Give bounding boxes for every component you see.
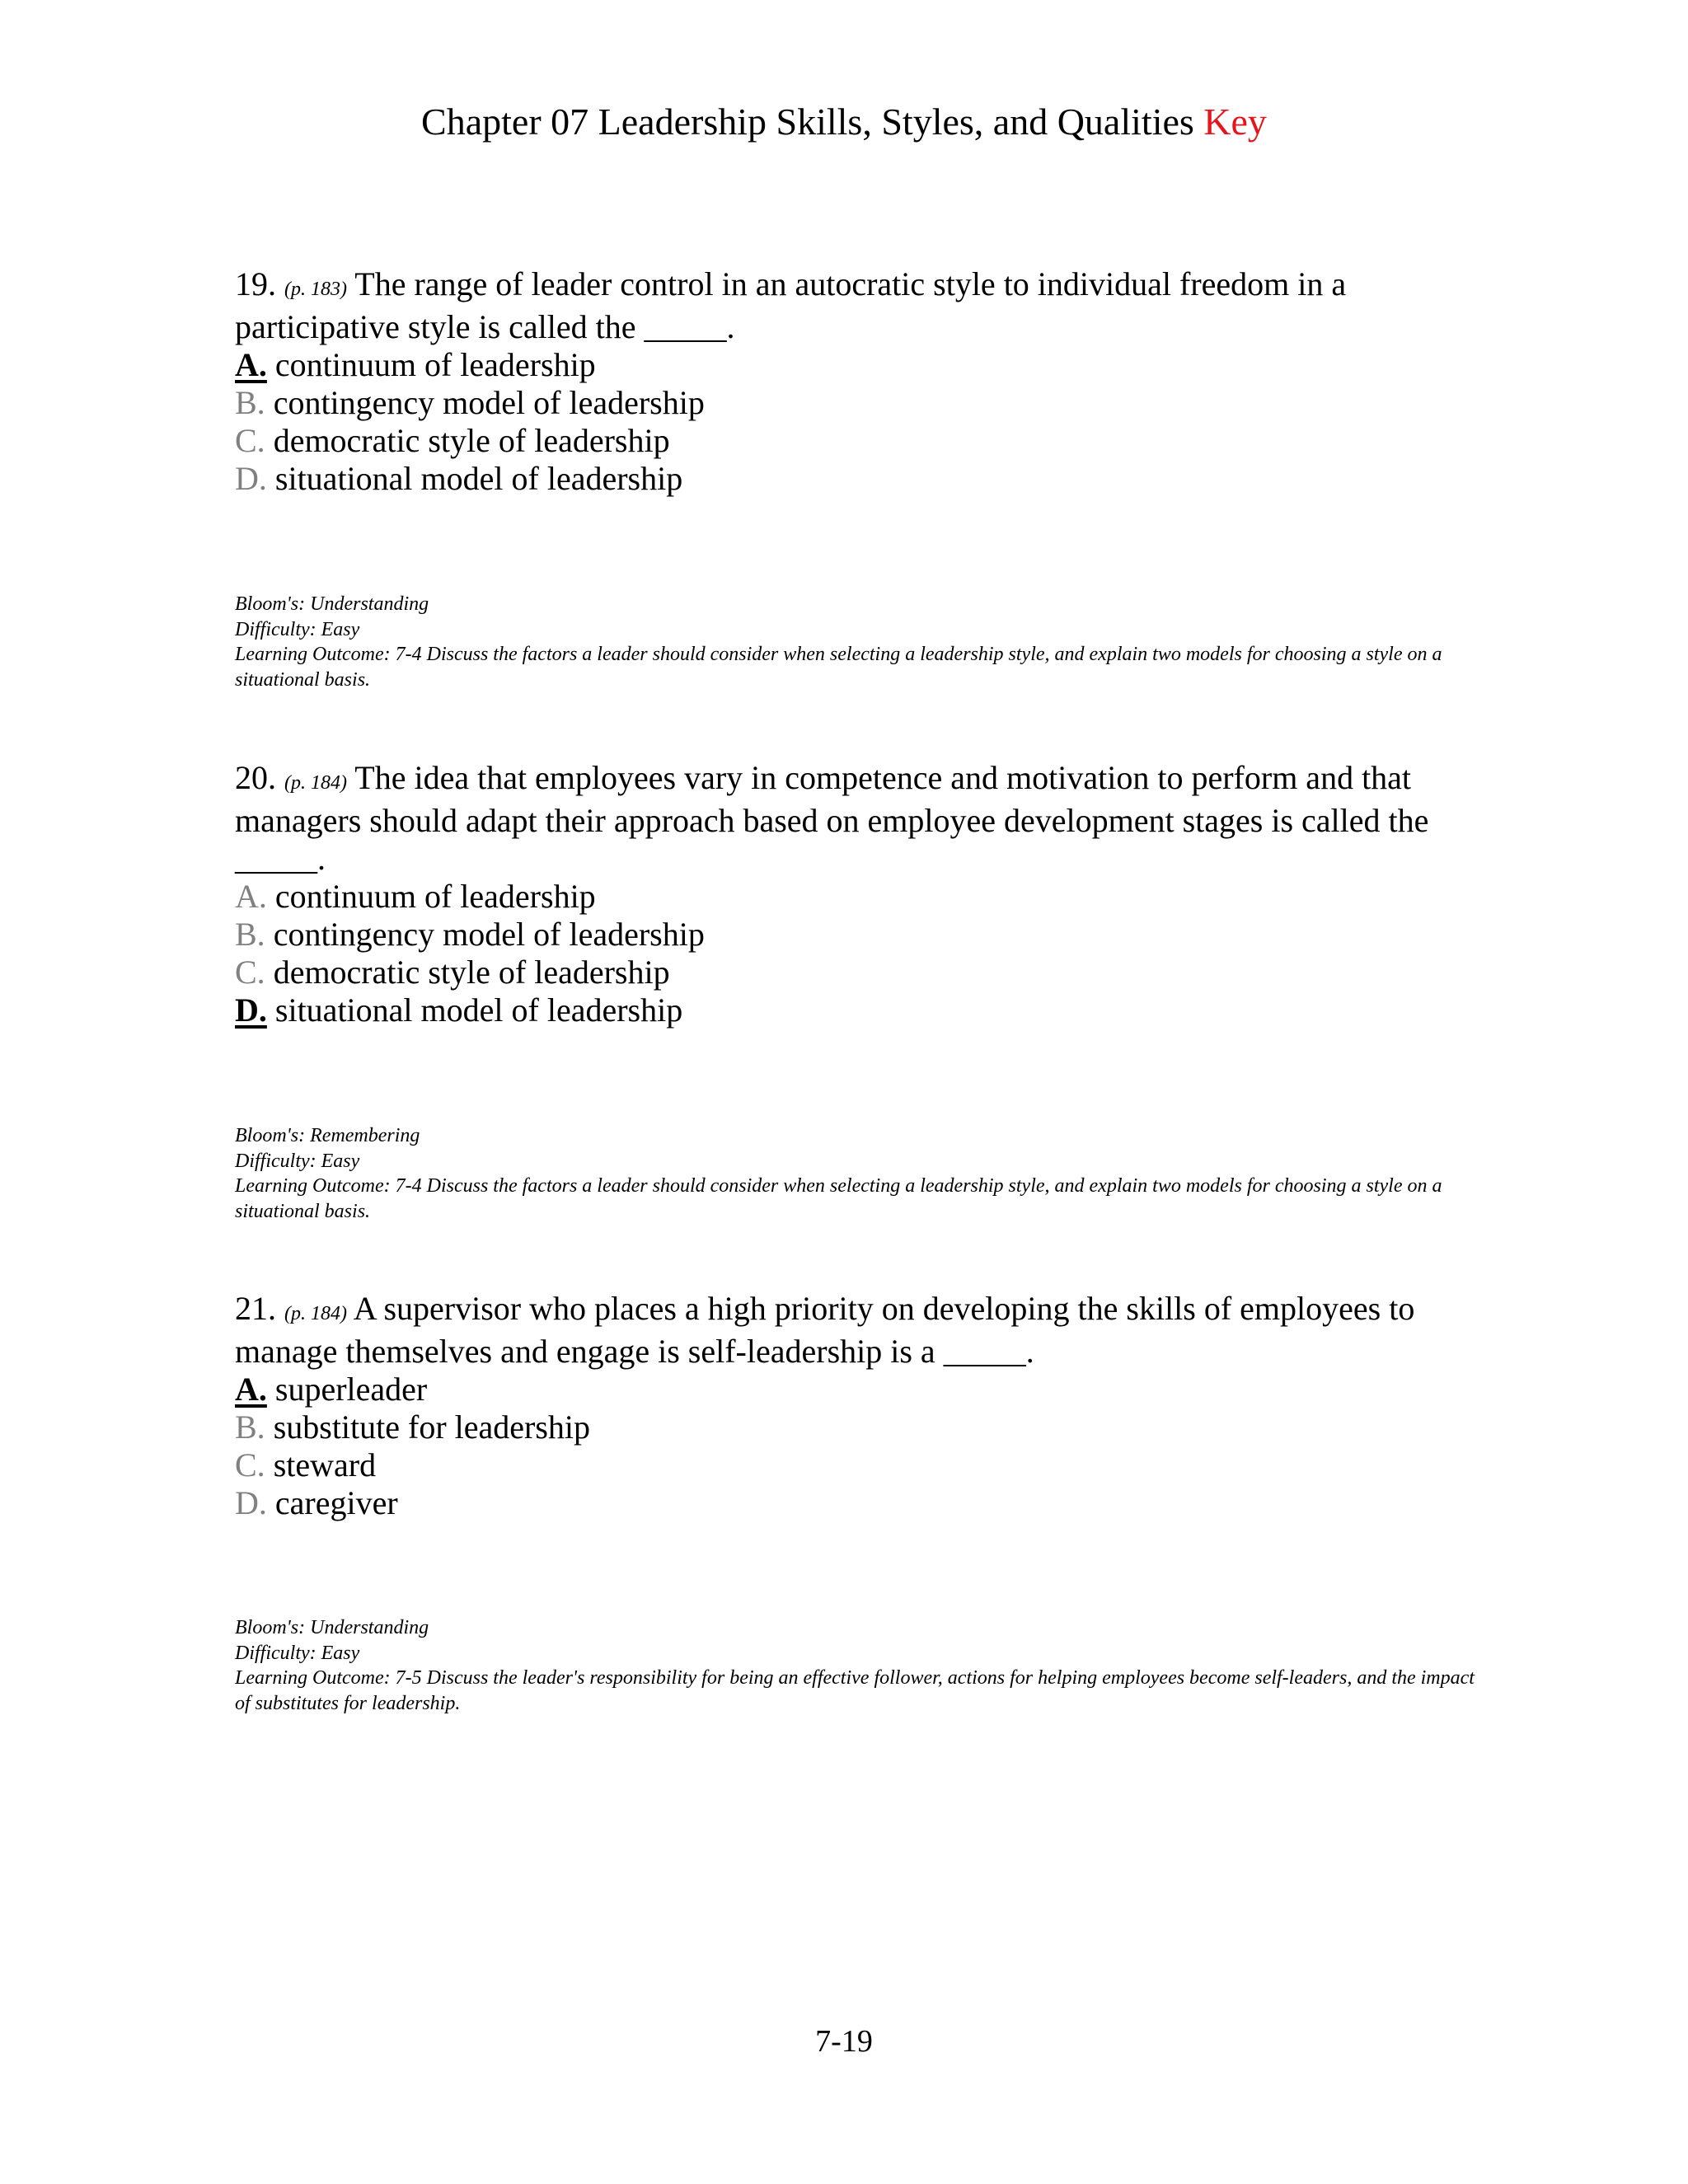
question-21 [235,1290,1471,1522]
question-20-metadata [235,1123,1488,1224]
option-c [235,422,1471,460]
option-letter: A. [235,346,267,383]
blooms-level: Bloom's: Remembering [235,1125,420,1146]
option-a [235,1371,1471,1408]
blooms-level: Bloom's: Understanding [235,1617,429,1638]
answer-options [235,878,1471,1029]
option-letter: C. [235,422,265,459]
option-text: steward [273,1446,377,1483]
option-letter: C. [235,1446,265,1483]
question-19-metadata [235,592,1488,692]
question-stem [235,265,1471,346]
question-19 [235,265,1471,498]
option-d [235,991,1471,1029]
option-text: superleader [274,1371,428,1408]
option-letter: A. [235,1371,267,1408]
answer-options [235,1371,1471,1522]
question-20 [235,759,1471,1029]
question-number: 20. [235,759,276,796]
question-text: The range of leader control in an autocratic style to individual freedom in a participative style is called the _____. [235,265,1347,345]
option-letter: B. [235,916,265,953]
chapter-title: Chapter 07 Leadership Skills, Styles, and Qualities [421,101,1194,143]
difficulty: Difficulty: Easy [235,1642,360,1664]
page-number: 7-19 [815,2024,873,2059]
option-b [235,1408,1471,1446]
page-reference: (p. 183) [284,279,347,300]
option-letter: A. [235,878,267,915]
option-text: substitute for leadership [273,1408,591,1446]
blooms-level: Bloom's: Understanding [235,593,429,615]
option-text: contingency model of leadership [273,916,705,953]
option-text: situational model of leadership [274,991,683,1029]
option-c [235,1446,1471,1484]
option-d [235,1484,1471,1522]
learning-outcome: Learning Outcome: 7-4 Discuss the factors a leader should consider when selecting a leadership style, and explain two models for choosing a style on a situational basis. [235,1175,1442,1222]
option-letter: D. [235,460,267,497]
option-text: contingency model of leadership [273,384,705,421]
option-text: continuum of leadership [274,878,596,915]
page-reference: (p. 184) [284,772,347,794]
option-letter: B. [235,384,265,421]
option-a [235,878,1471,916]
learning-outcome: Learning Outcome: 7-5 Discuss the leader's responsibility for being an effective follower, actions for helping employees become self-leaders, and the impact of substitutes for leadership. [235,1667,1475,1714]
option-d [235,460,1471,498]
page-reference: (p. 184) [284,1303,347,1324]
option-text: situational model of leadership [274,460,683,497]
option-letter: D. [235,991,267,1029]
option-text: continuum of leadership [274,346,596,383]
difficulty: Difficulty: Easy [235,1150,360,1172]
question-stem [235,1290,1471,1371]
question-text: The idea that employees vary in competence and motivation to perform and that managers should adapt their approach based on employee development stages is called the _____. [235,759,1429,877]
question-number: 21. [235,1290,276,1327]
key-label: Key [1203,101,1267,143]
page-title [0,97,1688,147]
option-letter: B. [235,1408,265,1446]
option-c [235,954,1471,991]
question-21-metadata [235,1615,1488,1716]
learning-outcome: Learning Outcome: 7-4 Discuss the factors a leader should consider when selecting a leadership style, and explain two models for choosing a style on a situational basis. [235,644,1442,691]
question-number: 19. [235,265,276,302]
option-text: democratic style of leadership [273,954,670,991]
option-letter: D. [235,1484,267,1521]
option-letter: C. [235,954,265,991]
option-a [235,346,1471,384]
option-b [235,916,1471,954]
question-text: A supervisor who places a high priority on developing the skills of employees to manage themselves and engage is self-leadership is a _____. [235,1290,1415,1370]
question-stem [235,759,1471,878]
option-b [235,384,1471,422]
option-text: democratic style of leadership [273,422,670,459]
answer-options [235,346,1471,498]
option-text: caregiver [274,1484,398,1521]
difficulty: Difficulty: Easy [235,618,360,640]
